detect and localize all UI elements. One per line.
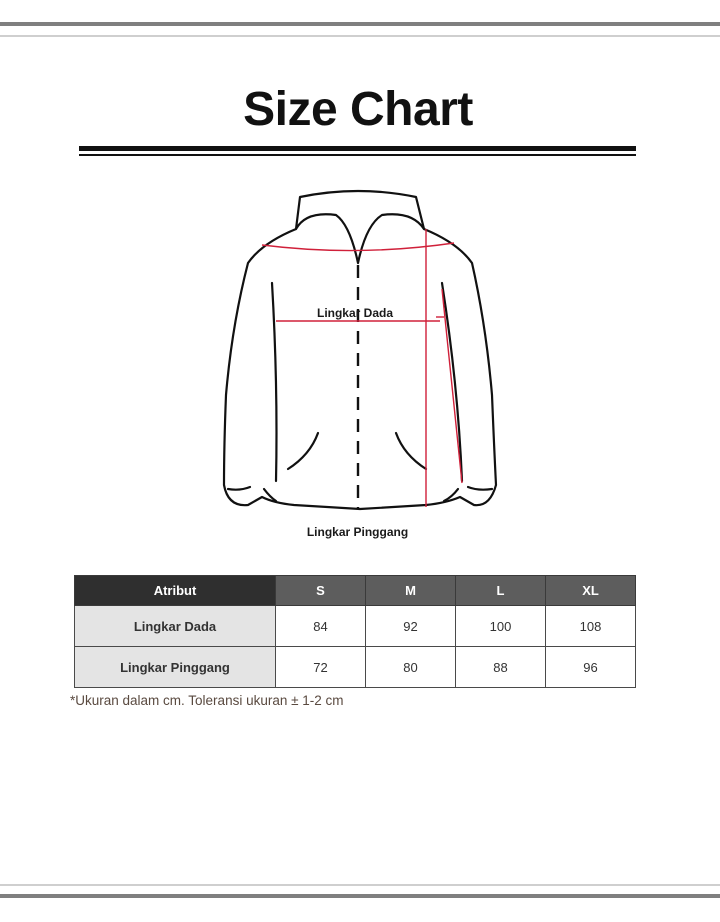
hoodie-diagram	[210, 185, 510, 525]
right-cuff	[468, 487, 492, 490]
table-row-lingkar-dada	[75, 606, 636, 647]
chest-measure-label: Lingkar Dada	[316, 306, 394, 320]
cell-value: 92	[366, 606, 456, 647]
header-size-m: M	[366, 576, 456, 606]
bottom-border-thin	[0, 884, 720, 886]
title-underline-thick	[79, 146, 636, 151]
size-note: *Ukuran dalam cm. Toleransi ukuran ± 1-2 cm	[70, 693, 344, 708]
cell-value: 100	[456, 606, 546, 647]
cell-value: 88	[456, 647, 546, 688]
header-size-l: L	[456, 576, 546, 606]
bottom-border-thick	[0, 894, 720, 898]
header-atribut: Atribut	[75, 576, 276, 606]
left-pocket	[288, 433, 318, 469]
top-border-thin	[0, 35, 720, 37]
sleeve-length-measure-line	[442, 289, 462, 483]
cell-value: 84	[276, 606, 366, 647]
page-title: Size Chart	[243, 83, 473, 136]
cell-value: 80	[366, 647, 456, 688]
left-cuff	[228, 487, 250, 490]
right-pocket	[396, 433, 426, 469]
shoulder-measure-line	[262, 243, 454, 251]
cell-value: 96	[546, 647, 636, 688]
left-sleeve-line	[272, 283, 277, 481]
table-header-row	[75, 576, 636, 606]
waist-measure-label: Lingkar Pinggang	[306, 525, 409, 539]
cell-value: 72	[276, 647, 366, 688]
cell-value: 108	[546, 606, 636, 647]
hoodie-outline	[224, 191, 496, 509]
header-size-s: S	[276, 576, 366, 606]
row-label: Lingkar Pinggang	[75, 647, 276, 688]
size-table	[74, 575, 636, 688]
hood-inner	[296, 214, 424, 263]
table-row-lingkar-pinggang	[75, 647, 636, 688]
title-underline-thin	[79, 154, 636, 156]
header-size-xl: XL	[546, 576, 636, 606]
row-label: Lingkar Dada	[75, 606, 276, 647]
top-border-thick	[0, 22, 720, 26]
